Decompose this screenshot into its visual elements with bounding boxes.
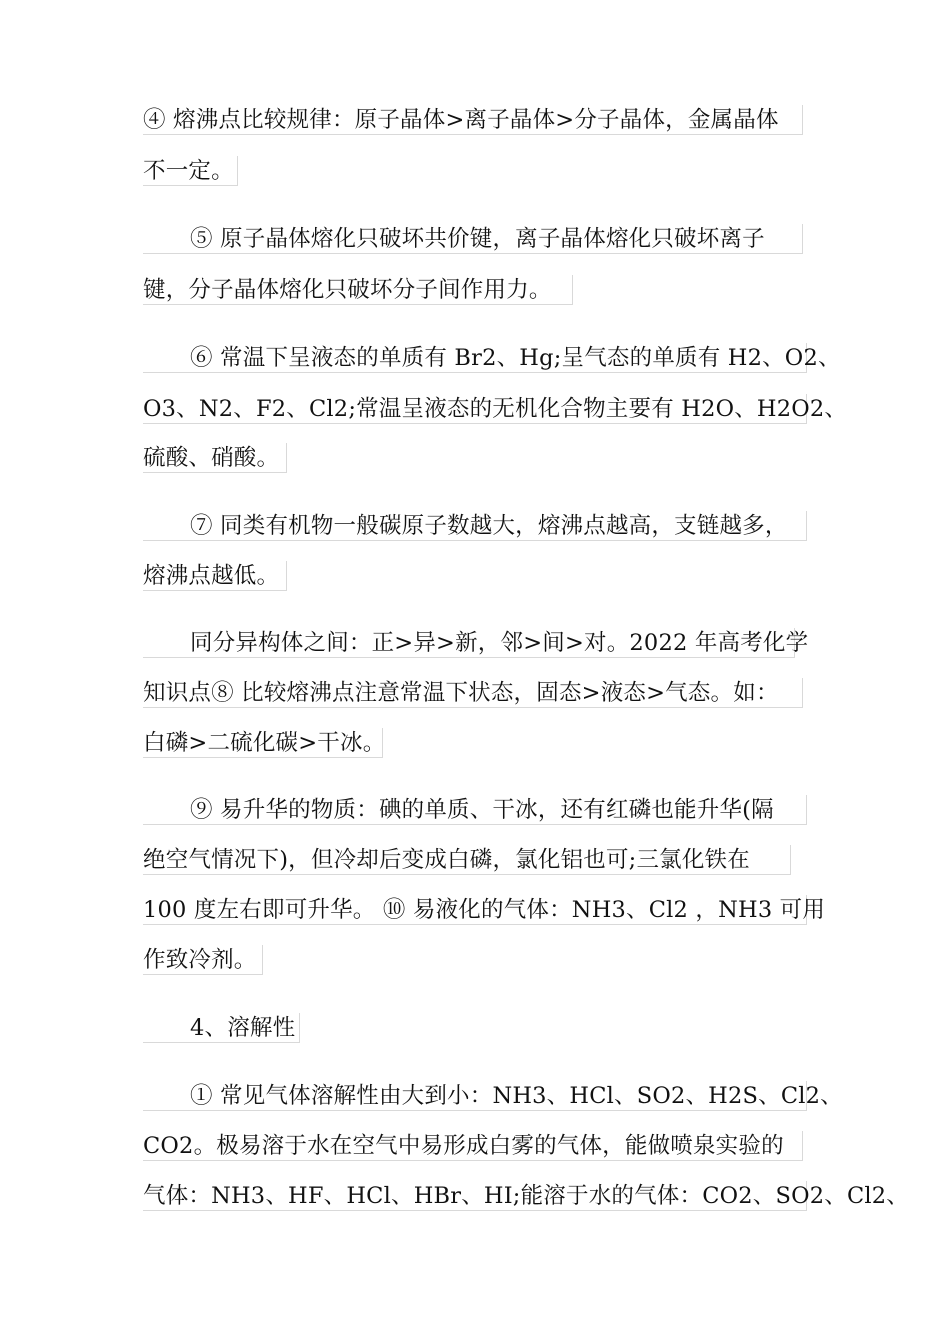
text-line: 知识点⑧ 比较熔沸点注意常温下状态，固态>液态>气态。如： (143, 678, 803, 708)
text-line: 作致冷剂。 (143, 945, 263, 975)
text-line: 白磷>二硫化碳>干冰。 (143, 730, 386, 756)
text-line: ⑦ 同类有机物一般碳原子数越大，熔沸点越高，支链越多， (143, 511, 807, 541)
text-line: 气体：NH3、HF、HCl、HBr、HI;能溶于水的气体：CO2、SO2、Cl2、 (143, 1183, 909, 1209)
text-line: O3、N2、F2、Cl2;常温呈液态的无机化合物主要有 H2O、H2O2、 (143, 396, 848, 422)
text-line: 同分异构体之间：正>异>新，邻>间>对。2022 年高考化学 (143, 628, 795, 658)
text-line: 不一定。 (143, 156, 238, 186)
text-line: 键，分子晶体熔化只破坏分子间作用力。 (143, 275, 573, 305)
text-line: 硫酸、硝酸。 (143, 443, 287, 473)
text-line: 熔沸点越低。 (143, 561, 287, 591)
text-line: ⑨ 易升华的物质：碘的单质、干冰，还有红磷也能升华(隔 (143, 795, 807, 825)
text-line: ⑥ 常温下呈液态的单质有 Br2、Hg;呈气态的单质有 H2、O2、 (143, 343, 807, 373)
text-line: CO2。极易溶于水在空气中易形成白雾的气体，能做喷泉实验的 (143, 1131, 803, 1161)
text-line: 100 度左右即可升华。 ⑩ 易液化的气体：NH3、Cl2 ，NH3 可用 (143, 897, 826, 923)
section-heading: 4、溶解性 (143, 1013, 300, 1043)
text-line: ① 常见气体溶解性由大到小：NH3、HCl、SO2、H2S、Cl2、 (143, 1081, 807, 1111)
text-line: ④ 熔沸点比较规律：原子晶体>离子晶体>分子晶体，金属晶体 (143, 105, 803, 135)
text-line: ⑤ 原子晶体熔化只破坏共价键，离子晶体熔化只破坏离子 (143, 224, 803, 254)
text-line: 绝空气情况下)，但冷却后变成白磷，氯化铝也可;三氯化铁在 (143, 845, 791, 875)
